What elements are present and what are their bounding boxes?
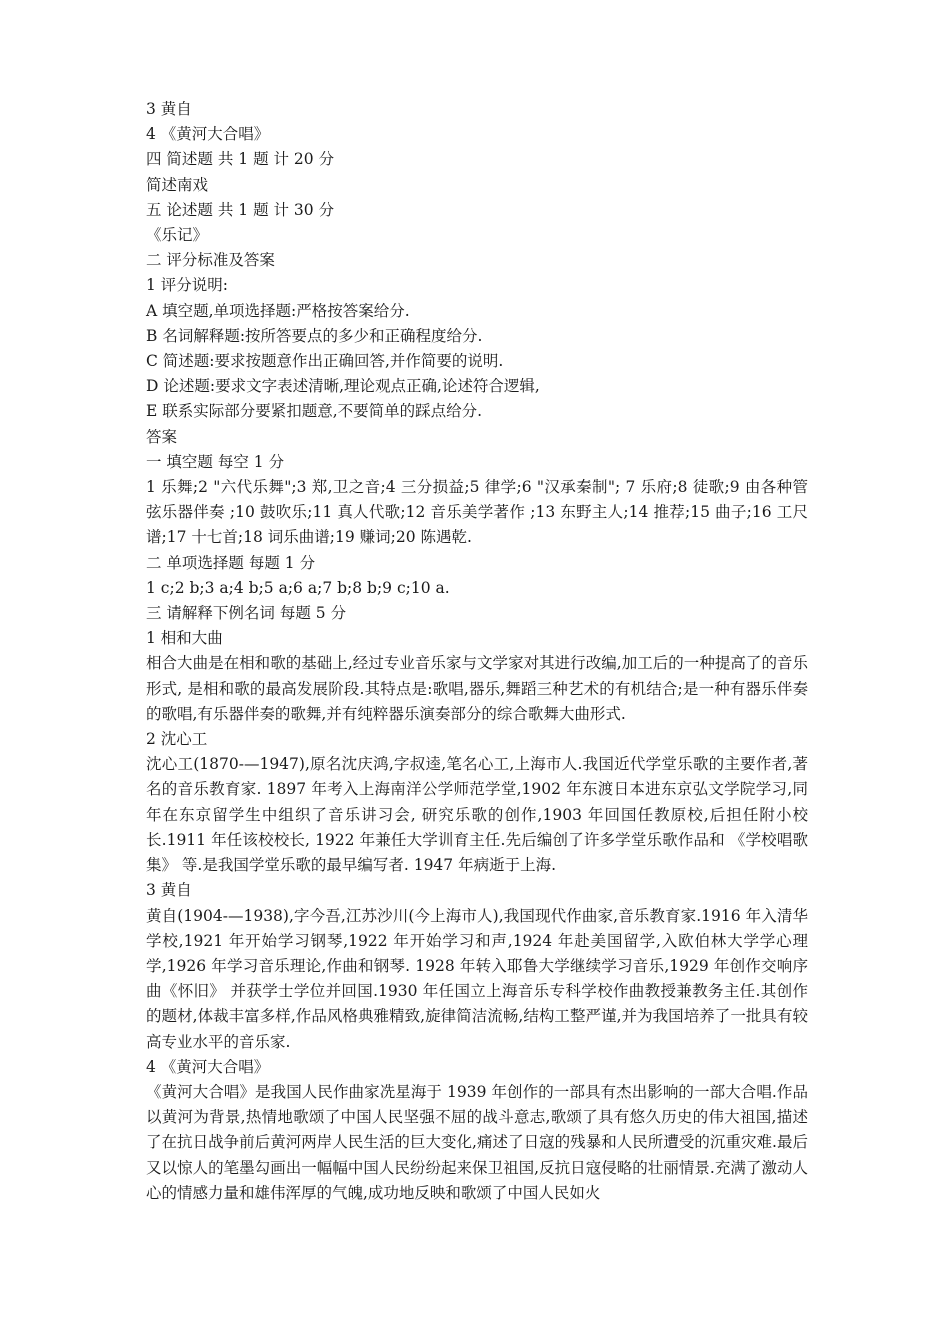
section-heading-choice: 二 单项选择题 每题 1 分 bbox=[146, 553, 316, 572]
term-4-explanation: 《黄河大合唱》是我国人民作曲家冼星海于 1939 年创作的一部具有杰出影响的一部大合唱.作品以黄河为背景,热情地歌颂了中国人民坚强不屈的战斗意志,歌颂了具有悠久历史的伟大祖国,描述了在抗日战争前后黄河两岸人民生活的巨大变化,痛述了日寇的残暴和人民所遭受的沉重灾难.最后又以惊人的笔墨勾画出一幅幅中国人民纷纷起来保卫祖国,反抗日寇侵略的壮丽情景.充满了激动人心的情感力量和雄伟浑厚的气魄,成功地反映和歌颂了中国人民如火 bbox=[146, 1082, 808, 1202]
answers-heading: 答案 bbox=[146, 427, 178, 446]
grading-notes-heading: 1 评分说明: bbox=[146, 276, 229, 295]
term-3-title: 3 黄自 bbox=[146, 881, 192, 900]
short-answer-question: 简述南戏 bbox=[146, 175, 209, 194]
question-item-4: 4 《黄河大合唱》 bbox=[146, 125, 270, 144]
section-heading-short-answer: 四 简述题 共 1 题 计 20 分 bbox=[146, 150, 335, 169]
term-2-title: 2 沈心工 bbox=[146, 730, 208, 749]
grading-note-c: C 简述题:要求按题意作出正确回答,并作简要的说明. bbox=[146, 352, 504, 371]
term-2-explanation: 沈心工(1870-—1947),原名沈庆鸿,字叔逵,笔名心工,上海市人.我国近代学堂乐歌的主要作者,著名的音乐教育家. 1897 年考入上海南洋公学师范学堂,1902 年东渡日本进东京弘文学院学习,同年在东京留学生中组织了音乐讲习会, 研究乐歌的创作,1903 年回国任教原校,后担任附小校长.1911 年任该校校长, 1922 年兼任大学训育主任.先后编创了许多学堂乐歌作品和 《学校唱歌集》 等.是我国学堂乐歌的最早编写者. 1947 年病逝于上海. bbox=[146, 755, 808, 875]
document-body bbox=[146, 97, 808, 1206]
grading-note-d: D 论述题:要求文字表述清晰,理论观点正确,论述符合逻辑, bbox=[146, 377, 540, 396]
choice-answers: 1 c;2 b;3 a;4 b;5 a;6 a;7 b;8 b;9 c;10 a. bbox=[146, 578, 450, 597]
section-heading-essay: 五 论述题 共 1 题 计 30 分 bbox=[146, 200, 335, 219]
term-4-title: 4 《黄河大合唱》 bbox=[146, 1057, 270, 1076]
term-3-explanation: 黄自(1904-—1938),字今吾,江苏沙川(今上海市人),我国现代作曲家,音乐教育家.1916 年入清华学校,1921 年开始学习钢琴,1922 年开始学习和声,1924 年赴美国留学,入欧伯林大学学心理学,1926 年学习音乐理论,作曲和钢琴. 1928 年转入耶鲁大学继续学习音乐,1929 年创作交响序曲《怀旧》 并获学士学位并回国.1930 年任国立上海音乐专科学校作曲教授兼教务主任.其创作的题材,体裁丰富多样,作品风格典雅精致,旋律简洁流畅,结构工整严谨,并为我国培养了一批具有较高专业水平的音乐家. bbox=[146, 906, 808, 1051]
grading-note-e: E 联系实际部分要紧扣题意,不要简单的踩点给分. bbox=[146, 402, 483, 421]
essay-question: 《乐记》 bbox=[146, 226, 209, 245]
grading-note-a: A 填空题,单项选择题:严格按答案给分. bbox=[146, 301, 410, 320]
term-1-title: 1 相和大曲 bbox=[146, 629, 223, 648]
section-heading-grading: 二 评分标准及答案 bbox=[146, 251, 275, 270]
grading-note-b: B 名词解释题:按所答要点的多少和正确程度给分. bbox=[146, 326, 483, 345]
section-heading-terms: 三 请解释下例名词 每题 5 分 bbox=[146, 604, 347, 623]
term-1-explanation: 相合大曲是在相和歌的基础上,经过专业音乐家与文学家对其进行改编,加工后的一种提高了的音乐形式, 是相和歌的最高发展阶段.其特点是:歌唱,器乐,舞蹈三种艺术的有机结合;是一种有器乐伴奏的歌唱,有乐器伴奏的歌舞,并有纯粹器乐演奏部分的综合歌舞大曲形式. bbox=[146, 654, 808, 723]
fill-in-answers: 1 乐舞;2 "六代乐舞";3 郑,卫之音;4 三分损益;5 律学;6 "汉承秦制"; 7 乐府;8 徒歌;9 由各种管弦乐器伴奏 ;10 鼓吹乐;11 真人代歌;12 音乐美学著作 ;13 东野主人;14 推荐;15 曲子;16 工尺谱;17 十七首;18 词乐曲谱;19 赚词;20 陈遇乾. bbox=[146, 478, 808, 547]
question-item-3: 3 黄自 bbox=[146, 100, 192, 118]
section-heading-fill-in: 一 填空题 每空 1 分 bbox=[146, 452, 285, 471]
